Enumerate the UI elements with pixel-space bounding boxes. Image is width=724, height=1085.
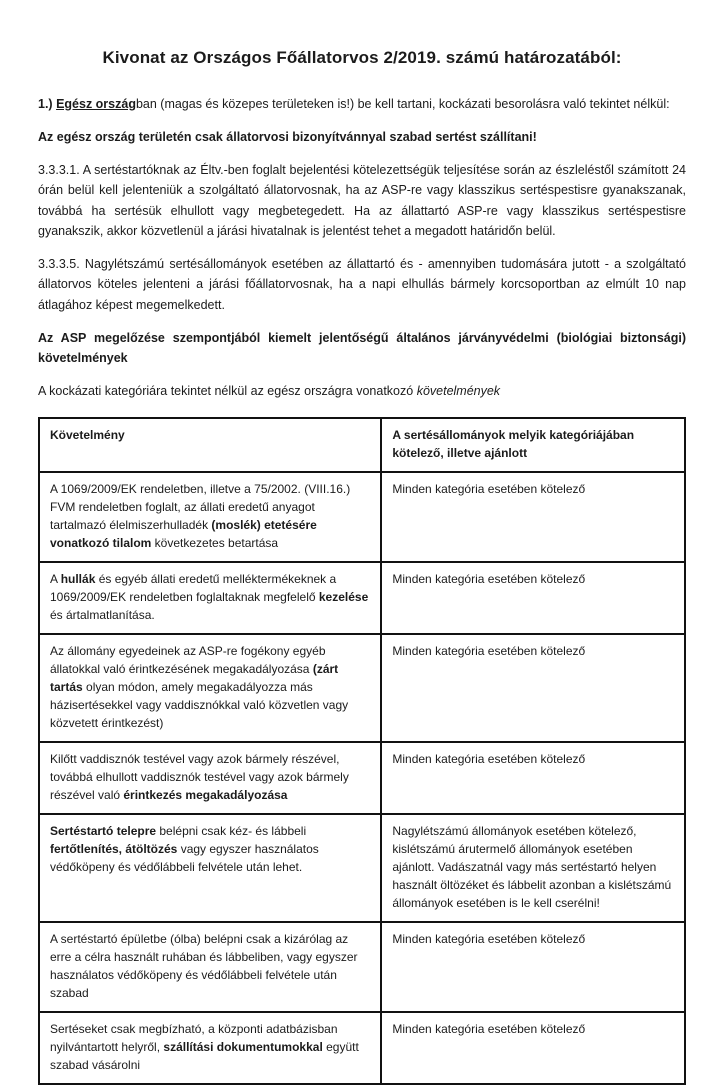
requirement-text-bold: Sertéstartó telepre [50,823,157,838]
scope-note-italic: követelmények [416,384,501,399]
table-row-vaddisznok [39,742,685,814]
intro-text: ban (magas és közepes területeken is!) be kell tartani, kockázati besorolásra való tekintet nélkül: [135,96,670,111]
category-cell: Minden kategória esetében kötelező [381,562,685,634]
requirements-table [38,417,686,1085]
intro-paragraph [38,94,686,114]
requirement-text: A sertéstartó épületbe (ólba) belépni csak a kizárólag az erre a célra használt ruhában és lábbeliben, vagy egyszer használatos védőköpeny és védőlábbeli felvétele után szabad [50,931,358,1000]
requirement-text: belépni csak kéz- és lábbeli [156,823,307,838]
requirement-text: következetes betartása [151,535,279,550]
requirement-text: A [50,571,61,586]
requirement-cell [39,1012,381,1084]
requirement-text-bold: (moslék) etetésére vonatkozó tilalom [50,517,317,550]
transport-rule-line: Az egész ország területén csak állatorvosi bizonyítvánnyal szabad sertést szállítani! [38,129,537,144]
intro-numbering: 1.) [38,96,57,111]
requirement-text-bold: (zárt tartás [50,661,339,694]
requirement-cell [39,814,381,922]
category-cell: Minden kategória esetében kötelező [381,922,685,1012]
table-row-vasarlas [39,1012,685,1084]
requirement-text-bold: érintkezés megakadályozása [123,787,288,802]
table-row-zart-tartas [39,634,685,742]
category-cell: Minden kategória esetében kötelező [381,634,685,742]
requirement-text-bold: szállítási dokumentumokkal [163,1039,323,1054]
requirement-cell [39,472,381,562]
table-row-telep-belepes [39,814,685,922]
table-row-epulet-belepes [39,922,685,1012]
requirement-text: olyan módon, amely megakadályozza más házisertésekkel vagy vaddisznókkal való közvetlen vagy közvetett érintkezést) [50,679,349,730]
requirement-text: Sertéseket csak megbízható, a központi adatbázisban nyilvántartott helyről, [50,1021,338,1054]
document-title: Kivonat az Országos Főállatorvos 2/2019. számú határozatából: [102,48,622,67]
requirement-text-bold: fertőtlenítés, átöltözés [50,841,178,856]
paragraph-3-3-3-5: 3.3.3.5. Nagylétszámú sertésállományok esetében az állattartó és - amennyiben tudomására jutott - a szolgáltató állatorvos köteles jelenteni a járási főállatorvosnak, ha a napi elhullás bármely korcsoportban az elmúlt 10 nap átlagához képest megemelkedett. [38,257,686,312]
requirement-text: vagy egyszer használatos védőköpeny és védőlábbeli felvétele után lehet. [50,841,319,874]
category-cell: Minden kategória esetében kötelező [381,472,685,562]
table-header-row [39,418,685,472]
requirement-cell [39,742,381,814]
header-cell-category: A sertésállományok melyik kategóriájában kötelező, illetve ajánlott [381,418,685,472]
requirement-cell [39,634,381,742]
table-row-hullak [39,562,685,634]
category-cell: Nagylétszámú állományok esetében kötelező, kislétszámú árutermelő állományok esetében ajánlott. Vadászatnál vagy más sertéstartó helyen használt öltözéket és lábbelit azonban a kislétszámú állományok esetében is le kell cserélni! [381,814,685,922]
requirement-text: és ártalmatlanítása. [50,607,155,622]
requirement-cell [39,922,381,1012]
asp-prevention-heading: Az ASP megelőzése szempontjából kiemelt jelentőségű általános járványvédelmi (biológiai biztonsági) követelmények [38,330,686,366]
requirement-text: Az állomány egyedeinek az ASP-re fogékony egyéb állatokkal való érintkezésének megakadályozása [50,643,326,676]
requirement-text: és egyéb állati eredetű melléktermékeknek a 1069/2009/EK rendeletben foglaltaknak megfelelő [50,571,337,604]
requirement-text-bold: kezelése [318,589,369,604]
requirement-text: A 1069/2009/EK rendeletben, illetve a 75/2002. (VIII.16.) FVM rendeletben foglalt, az állati eredetű anyagot tartalmazó élelmiszerhulladék [50,481,351,532]
requirement-cell [39,562,381,634]
header-cell-requirement: Követelmény [39,418,381,472]
requirement-text: együtt szabad vásárolni [50,1039,359,1072]
category-cell: Minden kategória esetében kötelező [381,1012,685,1084]
requirement-text: Kilőtt vaddisznók testével vagy azok bármely részével, továbbá elhullott vaddisznók testével vagy azok bármely részével való [50,751,349,802]
table-row-moslek [39,472,685,562]
scope-note [38,381,686,401]
category-cell: Minden kategória esetében kötelező [381,742,685,814]
intro-emphasis: Egész ország [56,96,136,111]
paragraph-3-3-3-1: 3.3.3.1. A sertéstartóknak az Éltv.-ben foglalt bejelentési kötelezettségük teljesítése során az észleléstől számított 24 órán belül kell jelenteniük a szolgáltató állatorvosnak, ha az ASP-re vagy klasszikus sertéspestisre gyanakszanak, továbbá ha sertésük elhullott vagy megbetegedett. Ha az állattartó ASP-re vagy klasszikus sertéspestisre gyanakszik, akkor közvetlenül a járási hivatalnak is jelentést tehet a megadott határidőn belül. [38,163,686,238]
requirement-text-bold: hullák [60,571,96,586]
scope-note-text: A kockázati kategóriára tekintet nélkül az egész országra vonatkozó [38,384,417,399]
